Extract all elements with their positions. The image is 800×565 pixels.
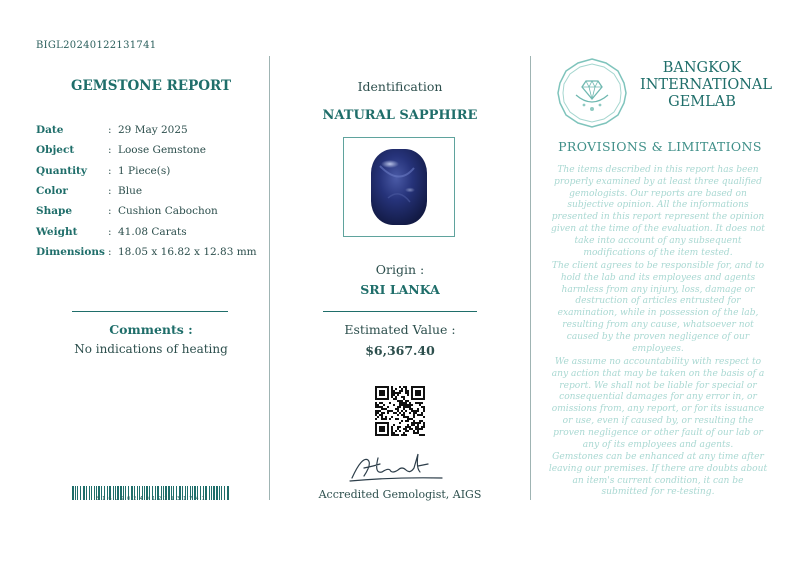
lab-name-line: INTERNATIONAL [640, 77, 773, 93]
qr-module [391, 428, 393, 430]
qr-module [391, 430, 393, 432]
detail-separator: : [108, 205, 112, 218]
detail-label: Color [36, 185, 68, 198]
qr-module [421, 434, 423, 436]
qr-module [405, 410, 407, 412]
qr-module [377, 410, 379, 412]
qr-module [397, 410, 399, 412]
qr-module [381, 412, 383, 414]
qr-module [405, 420, 407, 422]
detail-row-date [36, 120, 257, 140]
qr-module [375, 406, 377, 408]
qr-module [393, 424, 395, 426]
gemologist-title: Accredited Gemologist, AIGS [318, 488, 482, 501]
qr-module [405, 434, 407, 436]
comments-text: No indications of heating [74, 342, 228, 356]
qr-module [423, 406, 425, 408]
qr-module [419, 420, 421, 422]
qr-module [383, 408, 385, 410]
qr-module [383, 418, 385, 420]
qr-module [423, 410, 425, 412]
qr-module [405, 428, 407, 430]
qr-module [391, 426, 393, 428]
qr-module [405, 400, 407, 402]
right-divider [530, 56, 531, 500]
qr-module [397, 428, 399, 430]
comments-divider [72, 311, 228, 312]
qr-module [403, 398, 405, 400]
qr-module [397, 426, 399, 428]
detail-separator: : [108, 124, 112, 137]
qr-module [423, 426, 425, 428]
qr-module [415, 432, 417, 434]
qr-module [413, 414, 415, 416]
report-title: GEMSTONE REPORT [70, 78, 232, 94]
qr-module [413, 420, 415, 422]
qr-module [409, 406, 411, 408]
provisions-paragraph: We assume no accountability with respect to any action that may be taken on the basis of a report. We shall not be liable for special or consequential damages for any error in, or omissions from, any report, or for its issuance or use, even if caused by, or resulting the proven negligence or other fault of our lab or any of its employees and agents. [551, 357, 765, 450]
qr-module [383, 404, 385, 406]
qr-module [377, 404, 379, 406]
qr-module [423, 424, 425, 426]
qr-module [377, 406, 379, 408]
qr-module [401, 420, 403, 422]
qr-module [391, 394, 393, 396]
qr-module [423, 408, 425, 410]
qr-module [393, 432, 395, 434]
qr-module [401, 414, 403, 416]
qr-module [407, 400, 409, 402]
qr-module [403, 402, 405, 404]
sapphire-image [344, 138, 453, 235]
qr-module [407, 394, 409, 396]
stone-name: NATURAL SAPPHIRE [322, 108, 478, 123]
qr-module [381, 416, 383, 418]
qr-module [393, 412, 395, 414]
qr-module [407, 416, 409, 418]
qr-module [403, 428, 405, 430]
detail-value: 18.05 x 16.82 x 12.83 mm [118, 245, 257, 258]
qr-module [387, 412, 389, 414]
detail-value: Cushion Cabochon [118, 205, 218, 218]
qr-module [395, 392, 397, 394]
qr-module [417, 432, 419, 434]
lab-name-line: BANGKOK [662, 60, 742, 76]
qr-module [399, 422, 401, 424]
detail-label: Date [36, 124, 64, 137]
qr-module [413, 412, 415, 414]
qr-module [391, 386, 393, 388]
stone-photo-frame [343, 137, 455, 237]
origin-label: Origin : [375, 262, 425, 277]
qr-module [407, 424, 409, 426]
value-divider [323, 311, 477, 312]
qr-module [393, 398, 395, 400]
qr-code [375, 386, 425, 436]
qr-module [389, 418, 391, 420]
qr-module [391, 416, 393, 418]
qr-module [417, 428, 419, 430]
qr-module [391, 396, 393, 398]
qr-module [421, 428, 423, 430]
left-divider [269, 56, 270, 500]
identification-heading: Identification [357, 79, 443, 94]
qr-module [423, 434, 425, 436]
qr-module [377, 412, 379, 414]
qr-module [413, 432, 415, 434]
qr-module [415, 426, 417, 428]
qr-module [395, 388, 397, 390]
qr-module [377, 416, 379, 418]
qr-module [375, 410, 377, 412]
qr-module [409, 426, 411, 428]
comments-heading: Comments : [109, 322, 193, 337]
detail-row-dimensions [36, 242, 257, 262]
detail-label: Weight [36, 225, 78, 238]
qr-module [405, 430, 407, 432]
qr-module [393, 394, 395, 396]
qr-module [391, 390, 393, 392]
qr-module [395, 398, 397, 400]
qr-module [407, 404, 409, 406]
qr-module [409, 412, 411, 414]
qr-module [421, 412, 423, 414]
detail-row-weight [36, 221, 257, 241]
detail-separator: : [108, 225, 112, 238]
qr-module [405, 402, 407, 404]
qr-module [397, 434, 399, 436]
qr-module [405, 386, 407, 388]
qr-module [411, 422, 413, 424]
detail-separator: : [108, 185, 112, 198]
qr-module [379, 414, 381, 416]
lab-name [640, 60, 773, 111]
estimated-value: $6,367.40 [365, 343, 435, 358]
qr-module [385, 416, 387, 418]
detail-value: Loose Gemstone [118, 144, 207, 157]
qr-module [379, 426, 385, 432]
qr-module [415, 410, 417, 412]
qr-module [375, 402, 377, 404]
qr-module [415, 428, 417, 430]
qr-module [419, 414, 421, 416]
estimated-value-label: Estimated Value : [344, 322, 456, 337]
qr-module [393, 392, 395, 394]
qr-module [413, 424, 415, 426]
qr-module [419, 404, 421, 406]
qr-module [401, 434, 403, 436]
qr-module [409, 402, 411, 404]
qr-module [401, 400, 403, 402]
qr-module [407, 406, 409, 408]
qr-module [379, 402, 381, 404]
qr-module [405, 426, 407, 428]
qr-module [379, 410, 381, 412]
qr-module [395, 430, 397, 432]
detail-value: 1 Piece(s) [118, 164, 171, 177]
qr-module [411, 404, 413, 406]
qr-module [399, 402, 401, 404]
qr-module [403, 406, 405, 408]
detail-row-color [36, 181, 257, 201]
qr-module [417, 408, 419, 410]
qr-module [417, 426, 419, 428]
qr-module [399, 406, 401, 408]
qr-module [395, 418, 397, 420]
qr-module [399, 426, 401, 428]
qr-module [409, 404, 411, 406]
qr-module [417, 414, 419, 416]
qr-module [397, 418, 399, 420]
qr-module [407, 420, 409, 422]
qr-module [395, 396, 397, 398]
qr-module [421, 420, 423, 422]
barcode-text: BIGL20240122131741 [96, 496, 208, 502]
qr-module [375, 412, 377, 414]
qr-module [421, 402, 423, 404]
qr-module [413, 422, 415, 424]
gemlab-logo-icon [556, 57, 628, 129]
qr-module [415, 402, 417, 404]
qr-module [423, 416, 425, 418]
qr-module [407, 418, 409, 420]
qr-module [405, 390, 407, 392]
qr-module [397, 406, 399, 408]
qr-module [393, 404, 395, 406]
qr-module [375, 418, 377, 420]
qr-module [411, 410, 413, 412]
qr-module [381, 406, 383, 408]
qr-module [395, 434, 397, 436]
qr-module [381, 402, 383, 404]
qr-module [413, 430, 415, 432]
provisions-paragraph: The client agrees to be responsible for, and to hold the lab and its employees and agents harmless from any injury, loss, damage or destruction of articles entrusted for examination, while in possession of the lab, resulting from any cause, whatsoever not caused by the proven negligence of our employees. [551, 261, 765, 354]
qr-module [397, 414, 399, 416]
qr-module [401, 388, 403, 390]
qr-module [403, 416, 405, 418]
qr-module [405, 416, 407, 418]
origin-value: SRI LANKA [360, 282, 440, 297]
qr-module [375, 414, 377, 416]
qr-module [419, 402, 421, 404]
qr-module [381, 414, 383, 416]
qr-module [419, 422, 421, 424]
qr-module [391, 432, 393, 434]
detail-value: Blue [118, 185, 143, 198]
lab-name-line: GEMLAB [668, 94, 736, 110]
qr-module [401, 404, 403, 406]
qr-module [411, 428, 413, 430]
qr-module [379, 390, 385, 396]
qr-module [401, 396, 403, 398]
qr-module [415, 412, 417, 414]
qr-module [401, 390, 403, 392]
qr-module [421, 426, 423, 428]
qr-module [385, 418, 387, 420]
provisions-paragraph: Gemstones can be enhanced at any time after leaving our premises. If there are doubts about an item's current condition, it can be submitted for re-testing. [548, 452, 768, 498]
qr-module [397, 392, 399, 394]
qr-module [415, 390, 421, 396]
qr-module [399, 404, 401, 406]
qr-module [403, 414, 405, 416]
qr-module [401, 410, 403, 412]
qr-module [403, 386, 405, 388]
qr-module [405, 404, 407, 406]
detail-label: Dimensions [36, 245, 105, 258]
qr-module [403, 404, 405, 406]
gemologist-signature [344, 448, 444, 486]
qr-module [387, 406, 389, 408]
qr-module [409, 408, 411, 410]
qr-module [403, 396, 405, 398]
qr-module [421, 406, 423, 408]
detail-separator: : [108, 245, 112, 258]
qr-module [413, 410, 415, 412]
qr-module [407, 392, 409, 394]
report-id: BIGL20240122131741 [36, 40, 157, 51]
qr-module [417, 402, 419, 404]
qr-module [397, 400, 399, 402]
detail-row-quantity [36, 161, 257, 181]
qr-module [397, 394, 399, 396]
qr-module [381, 408, 383, 410]
qr-module [399, 430, 401, 432]
qr-module [419, 434, 421, 436]
qr-module [403, 432, 405, 434]
qr-module [389, 410, 391, 412]
qr-module [393, 390, 395, 392]
qr-module [379, 406, 381, 408]
qr-module [403, 434, 405, 436]
detail-row-object [36, 140, 257, 160]
qr-module [387, 410, 389, 412]
qr-module [409, 418, 411, 420]
qr-module [407, 390, 409, 392]
qr-module [389, 402, 391, 404]
detail-label: Shape [36, 205, 73, 218]
qr-module [399, 412, 401, 414]
qr-module [393, 434, 395, 436]
qr-module [405, 406, 407, 408]
qr-module [423, 422, 425, 424]
detail-value: 29 May 2025 [118, 124, 188, 137]
qr-module [403, 408, 405, 410]
qr-module [375, 404, 377, 406]
detail-separator: : [108, 144, 112, 157]
qr-module [411, 408, 413, 410]
qr-module [405, 388, 407, 390]
qr-module [419, 428, 421, 430]
provisions-title: PROVISIONS & LIMITATIONS [558, 139, 762, 154]
qr-module [385, 408, 387, 410]
qr-module [405, 392, 407, 394]
qr-module [391, 434, 393, 436]
qr-module [381, 418, 383, 420]
detail-value: 41.08 Carats [118, 225, 187, 238]
qr-module [395, 408, 397, 410]
qr-module [397, 408, 399, 410]
qr-module [407, 426, 409, 428]
qr-module [403, 412, 405, 414]
details-table [36, 120, 257, 262]
qr-module [399, 386, 401, 388]
qr-module [411, 424, 413, 426]
qr-module [417, 410, 419, 412]
detail-separator: : [108, 164, 112, 177]
qr-module [391, 392, 393, 394]
detail-row-shape [36, 201, 257, 221]
qr-module [395, 412, 397, 414]
detail-label: Quantity [36, 164, 88, 177]
qr-module [417, 422, 419, 424]
qr-module [411, 418, 413, 420]
qr-module [383, 412, 385, 414]
detail-label: Object [36, 144, 75, 157]
qr-module [399, 400, 401, 402]
qr-module [391, 410, 393, 412]
qr-module [407, 430, 409, 432]
qr-module [421, 414, 423, 416]
qr-module [415, 422, 417, 424]
qr-module [401, 402, 403, 404]
qr-module [417, 430, 419, 432]
qr-module [413, 416, 415, 418]
qr-module [391, 388, 393, 390]
qr-module [409, 428, 411, 430]
qr-module [417, 424, 419, 426]
qr-module [399, 390, 401, 392]
provisions-paragraph: The items described in this report has been properly examined by at least three qualified gemologists. Our reports are based on subjective opinion. All the informations presented in this report represent the opinion given at the time of the evaluation. It does not take into account of any subsequent modifications of the item tested. [551, 165, 765, 258]
qr-module [399, 392, 401, 394]
